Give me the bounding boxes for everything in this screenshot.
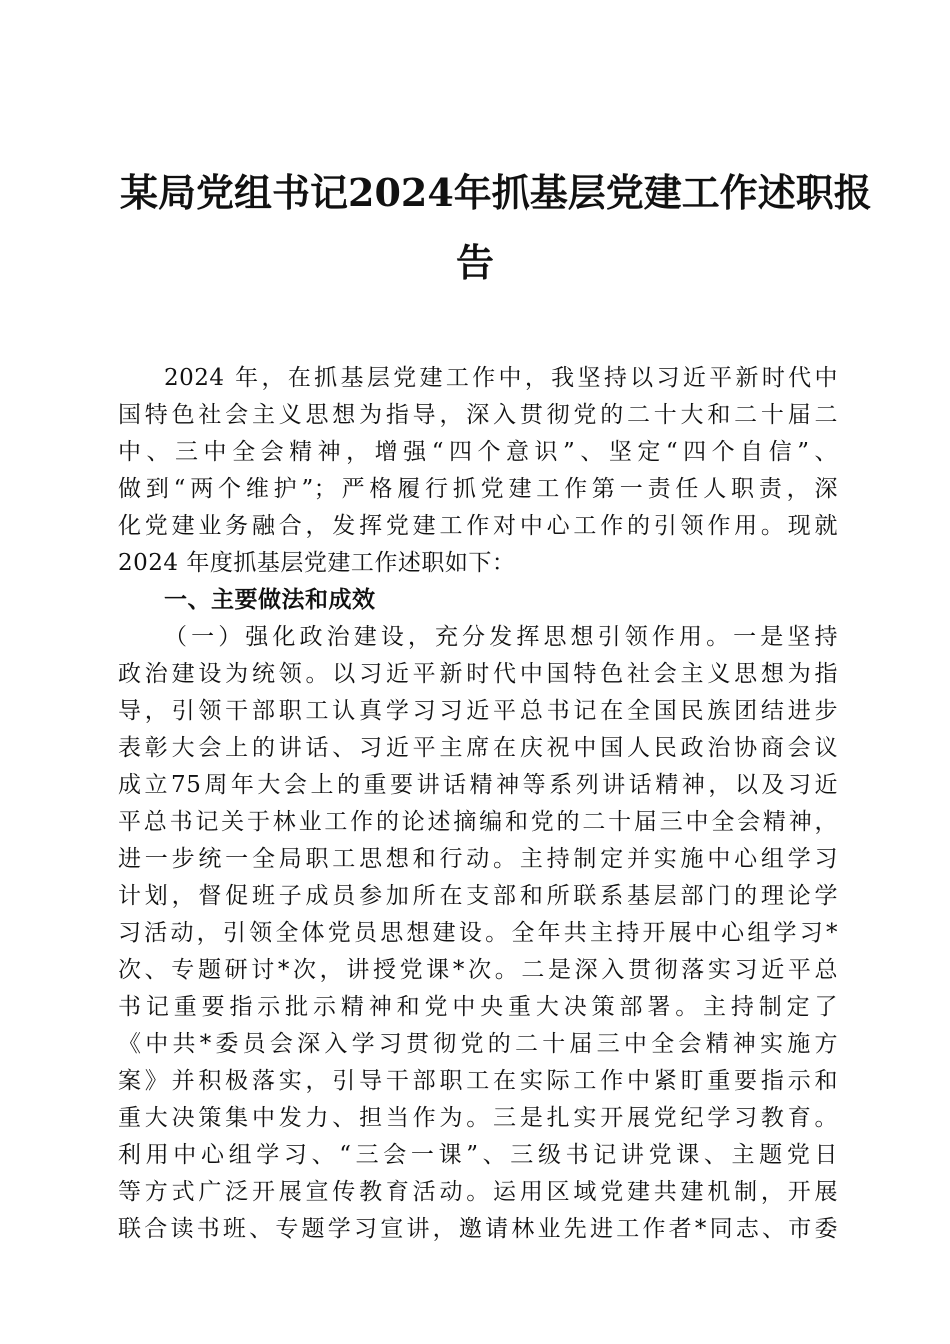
paragraph-line: 利用中心组学习、“三会一课”、三级书记讲党课、主题党日 — [118, 1142, 838, 1168]
subsection-heading-line: （一）强化政治建设，充分发挥思想引领作用。一是坚持 — [164, 624, 838, 650]
paragraph-line: 书记重要指示批示精神和党中央重大决策部署。主持制定了 — [118, 994, 838, 1020]
paragraph-line: 重大决策集中发力、担当作为。三是扎实开展党纪学习教育。 — [118, 1105, 838, 1131]
document-title-line-2: 告 — [455, 240, 494, 285]
paragraph-line: 案》并积极落实，引导干部职工在实际工作中紧盯重要指示和 — [118, 1068, 838, 1094]
paragraph-line: 习活动，引领全体党员思想建设。全年共主持开展中心组学习* — [118, 920, 838, 946]
paragraph-line: 2024 年度抓基层党建工作述职如下： — [118, 550, 516, 576]
paragraph-line: 计划，督促班子成员参加所在支部和所联系基层部门的理论学 — [118, 883, 838, 909]
paragraph-line: 化党建业务融合，发挥党建工作对中心工作的引领作用。现就 — [118, 513, 838, 539]
paragraph-line: 中、三中全会精神，增强“四个意识”、坚定“四个自信”、 — [118, 439, 838, 465]
paragraph-line: 《中共*委员会深入学习贯彻党的二十届三中全会精神实施方 — [118, 1031, 838, 1057]
paragraph-line: 国特色社会主义思想为指导，深入贯彻党的二十大和二十届二 — [118, 402, 838, 428]
paragraph-line: 次、专题研讨*次，讲授党课*次。二是深入贯彻落实习近平总 — [118, 957, 838, 983]
paragraph-line: 2024 年，在抓基层党建工作中，我坚持以习近平新时代中 — [164, 365, 838, 391]
paragraph-line: 成立75周年大会上的重要讲话精神等系列讲话精神，以及习近 — [118, 772, 838, 798]
paragraph-line: 等方式广泛开展宣传教育活动。运用区域党建共建机制，开展 — [118, 1179, 838, 1205]
section-heading: 一、主要做法和成效 — [164, 587, 376, 613]
paragraph-line: 进一步统一全局职工思想和行动。主持制定并实施中心组学习 — [118, 846, 838, 872]
paragraph-line: 表彰大会上的讲话、习近平主席在庆祝中国人民政治协商会议 — [118, 735, 838, 761]
paragraph-line: 导，引领干部职工认真学习习近平总书记在全国民族团结进步 — [118, 698, 838, 724]
paragraph-line: 平总书记关于林业工作的论述摘编和党的二十届三中全会精神， — [118, 809, 838, 835]
document-title-line-1: 某局党组书记2024年抓基层党建工作述职报 — [120, 170, 872, 215]
paragraph-line: 做到“两个维护”；严格履行抓党建工作第一责任人职责，深 — [118, 476, 838, 502]
document-body — [118, 360, 838, 1248]
paragraph-line: 政治建设为统领。以习近平新时代中国特色社会主义思想为指 — [118, 661, 838, 687]
paragraph-line: 联合读书班、专题学习宣讲，邀请林业先进工作者*同志、市委 — [118, 1216, 838, 1242]
